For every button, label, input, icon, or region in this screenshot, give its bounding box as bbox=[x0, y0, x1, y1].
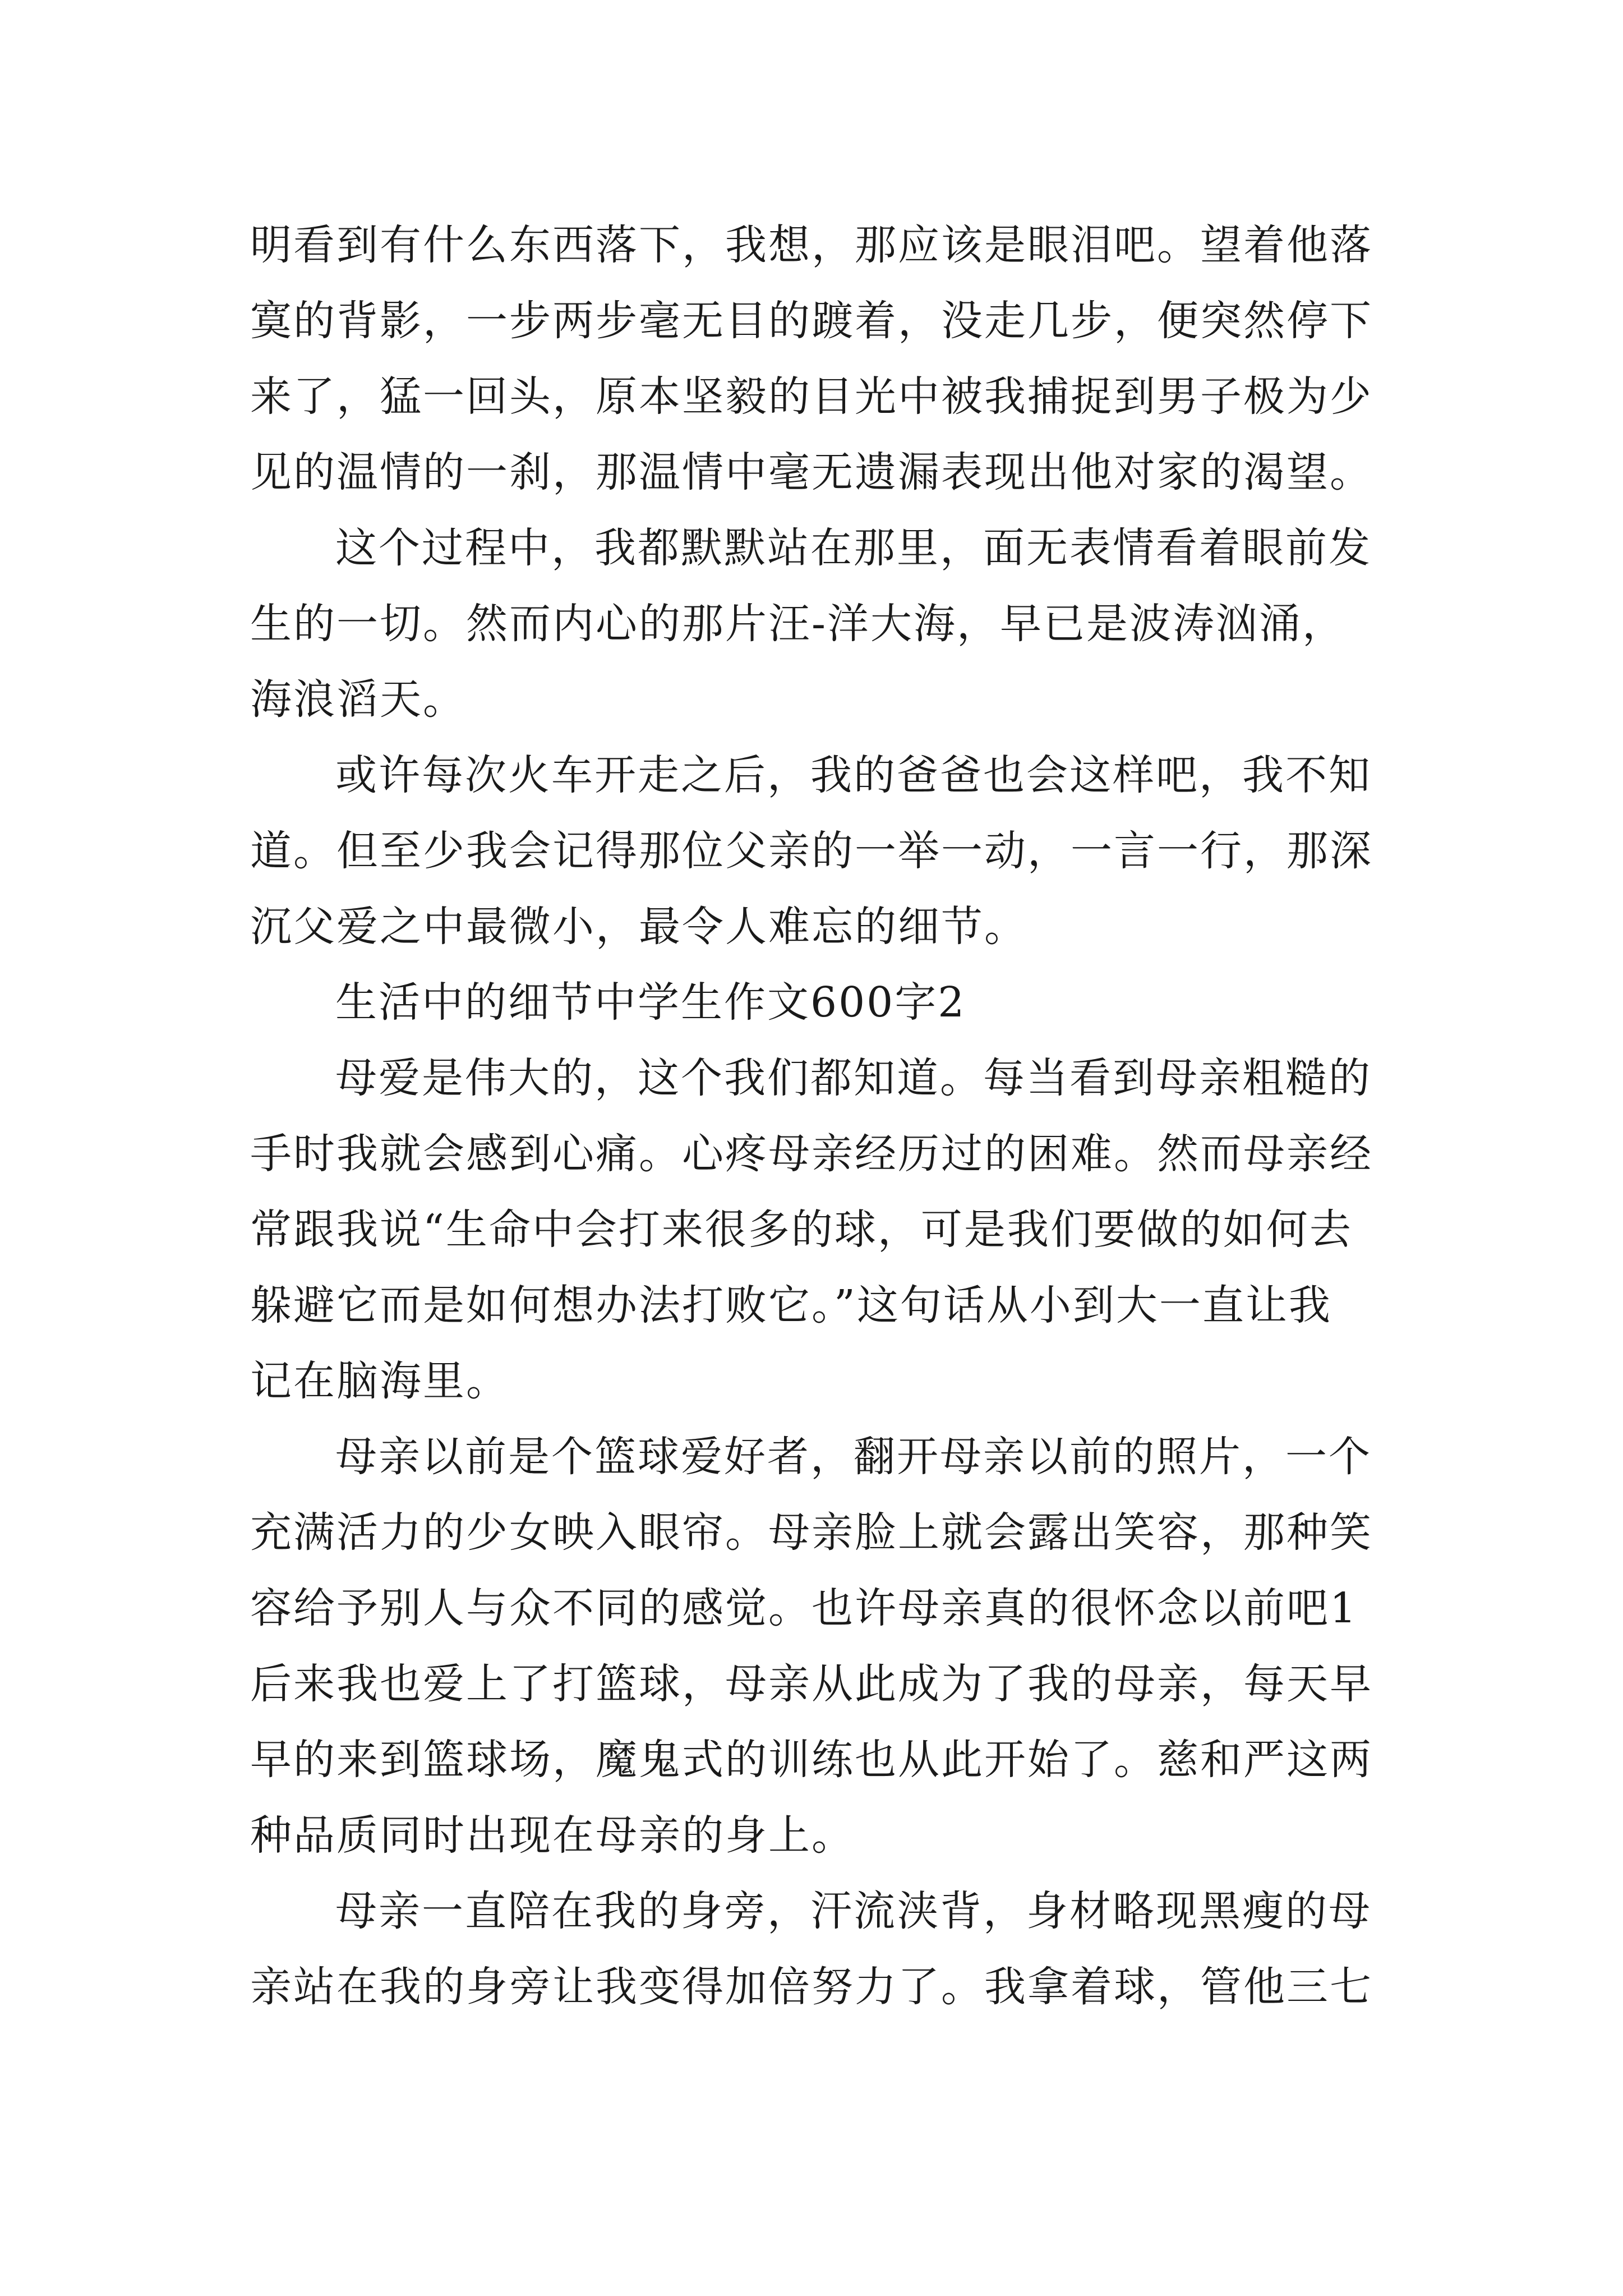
text-line: 后来我也爱上了打篮球，母亲从此成为了我的母亲，每天早 bbox=[250, 1660, 1373, 1708]
text-line: 亲站在我的身旁让我变得加倍努力了。我拿着球，管他三七 bbox=[250, 1963, 1373, 2011]
text-line: 沉父爱之中最微小，最令人难忘的细节。 bbox=[250, 903, 1027, 951]
text-line: 母亲以前是个篮球爱好者，翻开母亲以前的照片，一个 bbox=[335, 1433, 1372, 1481]
text-line: 种品质同时出现在母亲的身上。 bbox=[250, 1811, 855, 1860]
text-line: 记在脑海里。 bbox=[250, 1357, 509, 1405]
section-heading: 生活中的细节中学生作文600字2 bbox=[335, 978, 966, 1027]
text-line: 母亲一直陪在我的身旁，汗流浃背，身材略现黑瘦的母 bbox=[335, 1887, 1372, 1935]
text-line: 常跟我说“生命中会打来很多的球，可是我们要做的如何去 bbox=[250, 1205, 1353, 1254]
text-line: 明看到有什么东西落下，我想，那应该是眼泪吧。望着他落 bbox=[250, 221, 1373, 269]
text-line: 容给予别人与众不同的感觉。也许母亲真的很怀念以前吧1 bbox=[250, 1584, 1358, 1632]
text-line: 来了，猛一回头，原本坚毅的目光中被我捕捉到男子极为少 bbox=[250, 372, 1373, 421]
text-line: 母爱是伟大的，这个我们都知道。每当看到母亲粗糙的 bbox=[335, 1054, 1372, 1102]
text-line: 寞的背影，一步两步毫无目的踱着，没走几步，便突然停下 bbox=[250, 297, 1373, 345]
text-line: 见的温情的一刹，那温情中毫无遗漏表现出他对家的渴望。 bbox=[250, 448, 1373, 496]
text-line: 或许每次火车开走之后，我的爸爸也会这样吧，我不知 bbox=[335, 751, 1372, 799]
text-line: 手时我就会感到心痛。心疼母亲经历过的困难。然而母亲经 bbox=[250, 1130, 1373, 1178]
text-line: 躲避它而是如何想办法打败它。”这句话从小到大一直让我 bbox=[250, 1281, 1332, 1329]
text-line: 海浪滔天。 bbox=[250, 675, 466, 724]
text-line: 道。但至少我会记得那位父亲的一举一动，一言一行，那深 bbox=[250, 827, 1373, 875]
text-line: 充满活力的少女映入眼帘。母亲脸上就会露出笑容，那种笑 bbox=[250, 1508, 1373, 1557]
text-line: 这个过程中，我都默默站在那里，面无表情看着眼前发 bbox=[335, 524, 1372, 572]
text-line: 早的来到篮球场，魔鬼式的训练也从此开始了。慈和严这两 bbox=[250, 1736, 1373, 1784]
text-line: 生的一切。然而内心的那片汪-洋大海，早已是波涛汹涌， bbox=[250, 600, 1346, 648]
